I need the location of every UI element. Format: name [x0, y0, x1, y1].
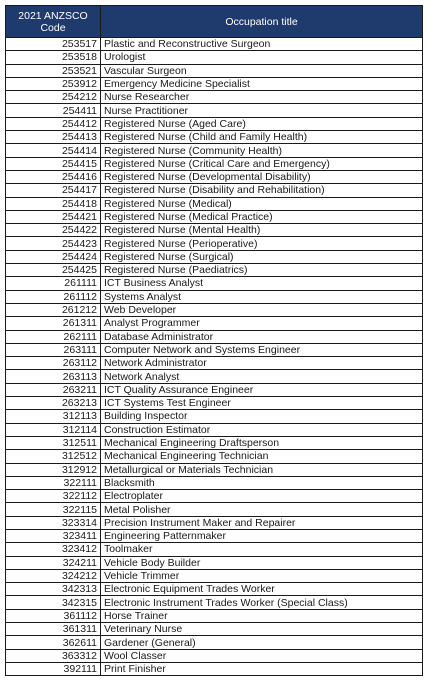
anzsco-code-cell: 323412	[6, 543, 101, 556]
table-row	[6, 543, 423, 556]
occupation-title-cell: Construction Estimator	[101, 423, 423, 436]
table-row	[6, 370, 423, 383]
table-row	[6, 436, 423, 449]
occupation-title-cell: ICT Quality Assurance Engineer	[101, 383, 423, 396]
occupation-title-cell: Registered Nurse (Disability and Rehabilitation)	[101, 184, 423, 197]
anzsco-code-cell: 312512	[6, 450, 101, 463]
occupation-table-container	[5, 5, 422, 676]
anzsco-code-cell: 254425	[6, 264, 101, 277]
table-row	[6, 343, 423, 356]
anzsco-code-cell: 261311	[6, 317, 101, 330]
occupation-title-cell: Registered Nurse (Surgical)	[101, 250, 423, 263]
anzsco-code-cell: 324212	[6, 569, 101, 582]
table-row	[6, 569, 423, 582]
table-row	[6, 317, 423, 330]
occupation-title-cell: Urologist	[101, 51, 423, 64]
anzsco-code-cell: 261112	[6, 290, 101, 303]
occupation-title-cell: Gardener (General)	[101, 636, 423, 649]
anzsco-code-cell: 312114	[6, 423, 101, 436]
anzsco-code-cell: 323314	[6, 516, 101, 529]
occupation-title-cell: Electronic Instrument Trades Worker (Special Class)	[101, 596, 423, 609]
table-row	[6, 450, 423, 463]
table-body	[6, 38, 423, 676]
occupation-title-cell: Database Administrator	[101, 330, 423, 343]
anzsco-code-cell: 254413	[6, 131, 101, 144]
occupation-title-cell: Vehicle Body Builder	[101, 556, 423, 569]
anzsco-code-cell: 263112	[6, 357, 101, 370]
table-row	[6, 516, 423, 529]
occupation-title-cell: Nurse Practitioner	[101, 104, 423, 117]
table-row	[6, 77, 423, 90]
occupation-title-cell: Registered Nurse (Perioperative)	[101, 237, 423, 250]
occupation-title-cell: Registered Nurse (Medical)	[101, 197, 423, 210]
anzsco-code-cell: 253517	[6, 38, 101, 51]
anzsco-code-cell: 312912	[6, 463, 101, 476]
table-row	[6, 596, 423, 609]
occupation-title-cell: Electronic Equipment Trades Worker	[101, 583, 423, 596]
anzsco-code-cell: 362611	[6, 636, 101, 649]
table-row	[6, 423, 423, 436]
anzsco-code-cell: 312511	[6, 436, 101, 449]
occupation-title-cell: Registered Nurse (Community Health)	[101, 144, 423, 157]
occupation-title-cell: Registered Nurse (Mental Health)	[101, 224, 423, 237]
anzsco-code-cell: 254422	[6, 224, 101, 237]
table-row	[6, 490, 423, 503]
anzsco-code-cell: 253912	[6, 77, 101, 90]
anzsco-code-cell: 254423	[6, 237, 101, 250]
table-row	[6, 662, 423, 675]
occupation-title-cell: Registered Nurse (Developmental Disability)	[101, 170, 423, 183]
table-row	[6, 51, 423, 64]
table-row	[6, 117, 423, 130]
occupation-title-cell: Registered Nurse (Medical Practice)	[101, 210, 423, 223]
anzsco-code-cell: 392111	[6, 662, 101, 675]
table-row	[6, 224, 423, 237]
anzsco-code-cell: 263113	[6, 370, 101, 383]
occupation-title-cell: Registered Nurse (Critical Care and Emergency)	[101, 157, 423, 170]
anzsco-code-cell: 262111	[6, 330, 101, 343]
table-row	[6, 556, 423, 569]
occupation-title-cell: Registered Nurse (Paediatrics)	[101, 264, 423, 277]
anzsco-code-cell: 323411	[6, 529, 101, 542]
anzsco-code-cell: 254417	[6, 184, 101, 197]
anzsco-code-cell: 263213	[6, 397, 101, 410]
header-row	[6, 6, 423, 38]
occupation-title-cell: Horse Trainer	[101, 609, 423, 622]
table-header	[6, 6, 423, 38]
occupation-title-cell: Metal Polisher	[101, 503, 423, 516]
table-row	[6, 649, 423, 662]
anzsco-code-cell: 254414	[6, 144, 101, 157]
anzsco-code-cell: 254424	[6, 250, 101, 263]
table-row	[6, 277, 423, 290]
table-row	[6, 38, 423, 51]
table-row	[6, 197, 423, 210]
table-row	[6, 357, 423, 370]
occupation-title-cell: Nurse Researcher	[101, 91, 423, 104]
anzsco-code-cell: 342313	[6, 583, 101, 596]
table-row	[6, 503, 423, 516]
anzsco-code-cell: 254415	[6, 157, 101, 170]
table-row	[6, 144, 423, 157]
anzsco-code-cell: 263111	[6, 343, 101, 356]
table-row	[6, 91, 423, 104]
table-row	[6, 623, 423, 636]
occupation-title-cell: Electroplater	[101, 490, 423, 503]
anzsco-code-cell: 363312	[6, 649, 101, 662]
occupation-title-cell: Registered Nurse (Child and Family Health)	[101, 131, 423, 144]
table-row	[6, 210, 423, 223]
anzsco-code-cell: 361311	[6, 623, 101, 636]
table-row	[6, 303, 423, 316]
occupation-title-cell: Analyst Programmer	[101, 317, 423, 330]
occupation-title-cell: Network Analyst	[101, 370, 423, 383]
occupation-title-cell: Precision Instrument Maker and Repairer	[101, 516, 423, 529]
anzsco-code-cell: 254412	[6, 117, 101, 130]
table-row	[6, 250, 423, 263]
table-row	[6, 330, 423, 343]
occupation-title-cell: Wool Classer	[101, 649, 423, 662]
table-row	[6, 290, 423, 303]
occupation-title-cell: Mechanical Engineering Technician	[101, 450, 423, 463]
table-row	[6, 410, 423, 423]
occupation-title-cell: Registered Nurse (Aged Care)	[101, 117, 423, 130]
occupation-table	[5, 5, 423, 676]
table-row	[6, 529, 423, 542]
anzsco-code-cell: 312113	[6, 410, 101, 423]
table-row	[6, 636, 423, 649]
table-row	[6, 131, 423, 144]
anzsco-code-cell: 324211	[6, 556, 101, 569]
occupation-title-cell: Network Administrator	[101, 357, 423, 370]
occupation-title-cell: Web Developer	[101, 303, 423, 316]
occupation-title-cell: Vehicle Trimmer	[101, 569, 423, 582]
anzsco-code-cell: 261212	[6, 303, 101, 316]
table-row	[6, 264, 423, 277]
table-row	[6, 609, 423, 622]
anzsco-code-cell: 322111	[6, 476, 101, 489]
anzsco-code-cell: 322112	[6, 490, 101, 503]
occupation-title-cell: Plastic and Reconstructive Surgeon	[101, 38, 423, 51]
table-row	[6, 583, 423, 596]
table-row	[6, 383, 423, 396]
occupation-title-cell: Blacksmith	[101, 476, 423, 489]
anzsco-code-cell: 253518	[6, 51, 101, 64]
occupation-title-cell: Veterinary Nurse	[101, 623, 423, 636]
anzsco-code-cell: 254421	[6, 210, 101, 223]
occupation-title-cell: Print Finisher	[101, 662, 423, 675]
table-row	[6, 64, 423, 77]
anzsco-code-cell: 253521	[6, 64, 101, 77]
occupation-title-cell: Vascular Surgeon	[101, 64, 423, 77]
occupation-title-cell: Engineering Patternmaker	[101, 529, 423, 542]
table-row	[6, 476, 423, 489]
occupation-title-cell: Building Inspector	[101, 410, 423, 423]
table-row	[6, 104, 423, 117]
header-anzsco-code: 2021 ANZSCO Code	[6, 6, 101, 38]
anzsco-code-cell: 254416	[6, 170, 101, 183]
anzsco-code-cell: 254212	[6, 91, 101, 104]
occupation-title-cell: Systems Analyst	[101, 290, 423, 303]
table-row	[6, 170, 423, 183]
anzsco-code-cell: 361112	[6, 609, 101, 622]
occupation-title-cell: Emergency Medicine Specialist	[101, 77, 423, 90]
anzsco-code-cell: 261111	[6, 277, 101, 290]
table-row	[6, 157, 423, 170]
occupation-title-cell: Toolmaker	[101, 543, 423, 556]
anzsco-code-cell: 322115	[6, 503, 101, 516]
anzsco-code-cell: 263211	[6, 383, 101, 396]
occupation-title-cell: Metallurgical or Materials Technician	[101, 463, 423, 476]
table-row	[6, 397, 423, 410]
occupation-title-cell: ICT Business Analyst	[101, 277, 423, 290]
table-row	[6, 237, 423, 250]
occupation-title-cell: Computer Network and Systems Engineer	[101, 343, 423, 356]
anzsco-code-cell: 342315	[6, 596, 101, 609]
occupation-title-cell: Mechanical Engineering Draftsperson	[101, 436, 423, 449]
anzsco-code-cell: 254418	[6, 197, 101, 210]
table-row	[6, 184, 423, 197]
anzsco-code-cell: 254411	[6, 104, 101, 117]
table-row	[6, 463, 423, 476]
header-occupation-title: Occupation title	[101, 6, 423, 38]
occupation-title-cell: ICT Systems Test Engineer	[101, 397, 423, 410]
